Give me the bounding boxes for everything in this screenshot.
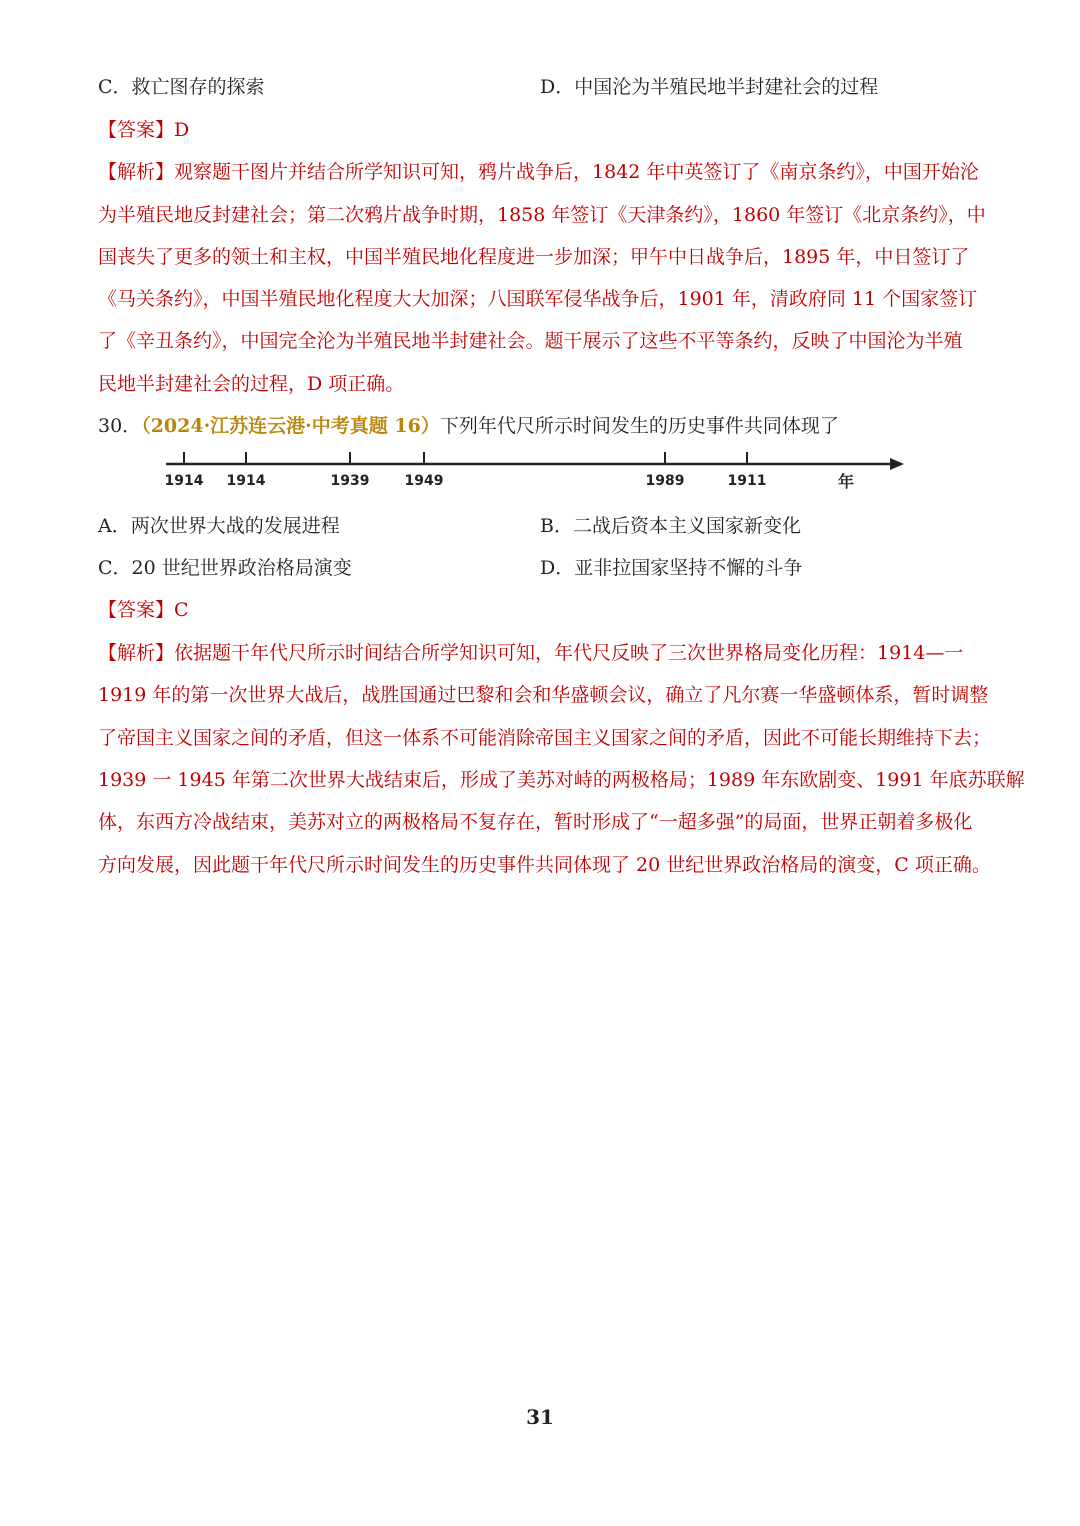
q30-analysis-line-5: 体，东西方冷战结束，美苏对立的两极格局不复存在，暂时形成了“一超多强”的局面，世界正朝着多极化 — [98, 811, 973, 833]
answer-tag: 【答案】 — [98, 119, 175, 141]
timeline-ruler — [160, 440, 920, 500]
q29-analysis-line-5: 了《辛丑条约》，中国完全沦为半殖民地半封建社会。题干展示了这些不平等条约，反映了中国沦为半殖 — [98, 330, 963, 352]
question-text: 下列年代尺所示时间发生的历史事件共同体现了 — [439, 415, 839, 437]
timeline-unit: 年 — [838, 472, 855, 491]
q29-analysis-line-6: 民地半封建社会的过程，D 项正确。 — [98, 373, 405, 395]
timeline-svg — [160, 440, 920, 500]
q30-option-b: B．二战后资本主义国家新变化 — [540, 515, 801, 537]
q29-analysis-line-2: 为半殖民地反封建社会；第二次鸦片战争时期，1858 年签订《天津条约》，1860 年签订《北京条约》，中 — [98, 204, 986, 226]
question-number: 30． — [98, 415, 142, 437]
timeline-label: 1949 — [404, 473, 444, 489]
q30-analysis-line-3: 了帝国主义国家之间的矛盾，但这一体系不可能消除帝国主义国家之间的矛盾，因此不可能长期维持下去； — [98, 727, 992, 749]
analysis-text: 依据题干年代尺所示时间结合所学知识可知，年代尺反映了三次世界格局变化历程：1914—一 — [174, 642, 964, 664]
analysis-tag: 【解析】 — [98, 642, 175, 664]
q30-option-a: A．两次世界大战的发展进程 — [98, 515, 340, 537]
q30-option-d: D．亚非拉国家坚持不懈的斗争 — [540, 557, 803, 579]
answer-value: C — [174, 599, 189, 621]
analysis-text: 观察题干图片并结合所学知识可知，鸦片战争后，1842 年中英签订了《南京条约》，中国开始沦 — [174, 161, 979, 183]
q29-option-d: D．中国沦为半殖民地半封建社会的过程 — [540, 76, 879, 98]
question-source: （2024·江苏连云港·中考真题 16） — [141, 415, 440, 437]
q30-option-c: C．20 世纪世界政治格局演变 — [98, 557, 352, 579]
q29-analysis-line-4: 《马关条约》，中国半殖民地化程度大大加深；八国联军侵华战争后，1901 年，清政府同 11 个国家签订 — [98, 288, 978, 310]
q30-analysis-line-2: 1919 年的第一次世界大战后，战胜国通过巴黎和会和华盛顿会议，确立了凡尔赛一华盛顿体系，暂时调整 — [98, 684, 989, 706]
timeline-label: 1914 — [226, 473, 266, 489]
q30-answer — [98, 589, 189, 631]
answer-tag: 【答案】 — [98, 599, 175, 621]
timeline-arrow-icon — [890, 458, 904, 470]
q29-answer — [98, 109, 189, 151]
q29-analysis-line-3: 国丧失了更多的领土和主权，中国半殖民地化程度进一步加深；甲午中日战争后，1895 年，中日签订了 — [98, 246, 970, 268]
q29-option-c: C．救亡图存的探索 — [98, 76, 265, 98]
q30-analysis-line-4: 1939 一 1945 年第二次世界大战结束后，形成了美苏对峙的两极格局；1989 年东欧剧变、1991 年底苏联解 — [98, 769, 1025, 791]
timeline-label: 1989 — [645, 473, 685, 489]
timeline-label: 1911 — [727, 473, 767, 489]
timeline-label: 1914 — [164, 473, 204, 489]
answer-value: D — [174, 119, 190, 141]
analysis-tag: 【解析】 — [98, 161, 175, 183]
timeline-label: 1939 — [330, 473, 370, 489]
q29-analysis-line-1 — [98, 151, 979, 193]
q30-analysis-line-1 — [98, 632, 963, 674]
page-number: 31 — [526, 1405, 554, 1429]
q30-analysis-line-6: 方向发展，因此题干年代尺所示时间发生的历史事件共同体现了 20 世纪世界政治格局的演变，C 项正确。 — [98, 854, 991, 876]
